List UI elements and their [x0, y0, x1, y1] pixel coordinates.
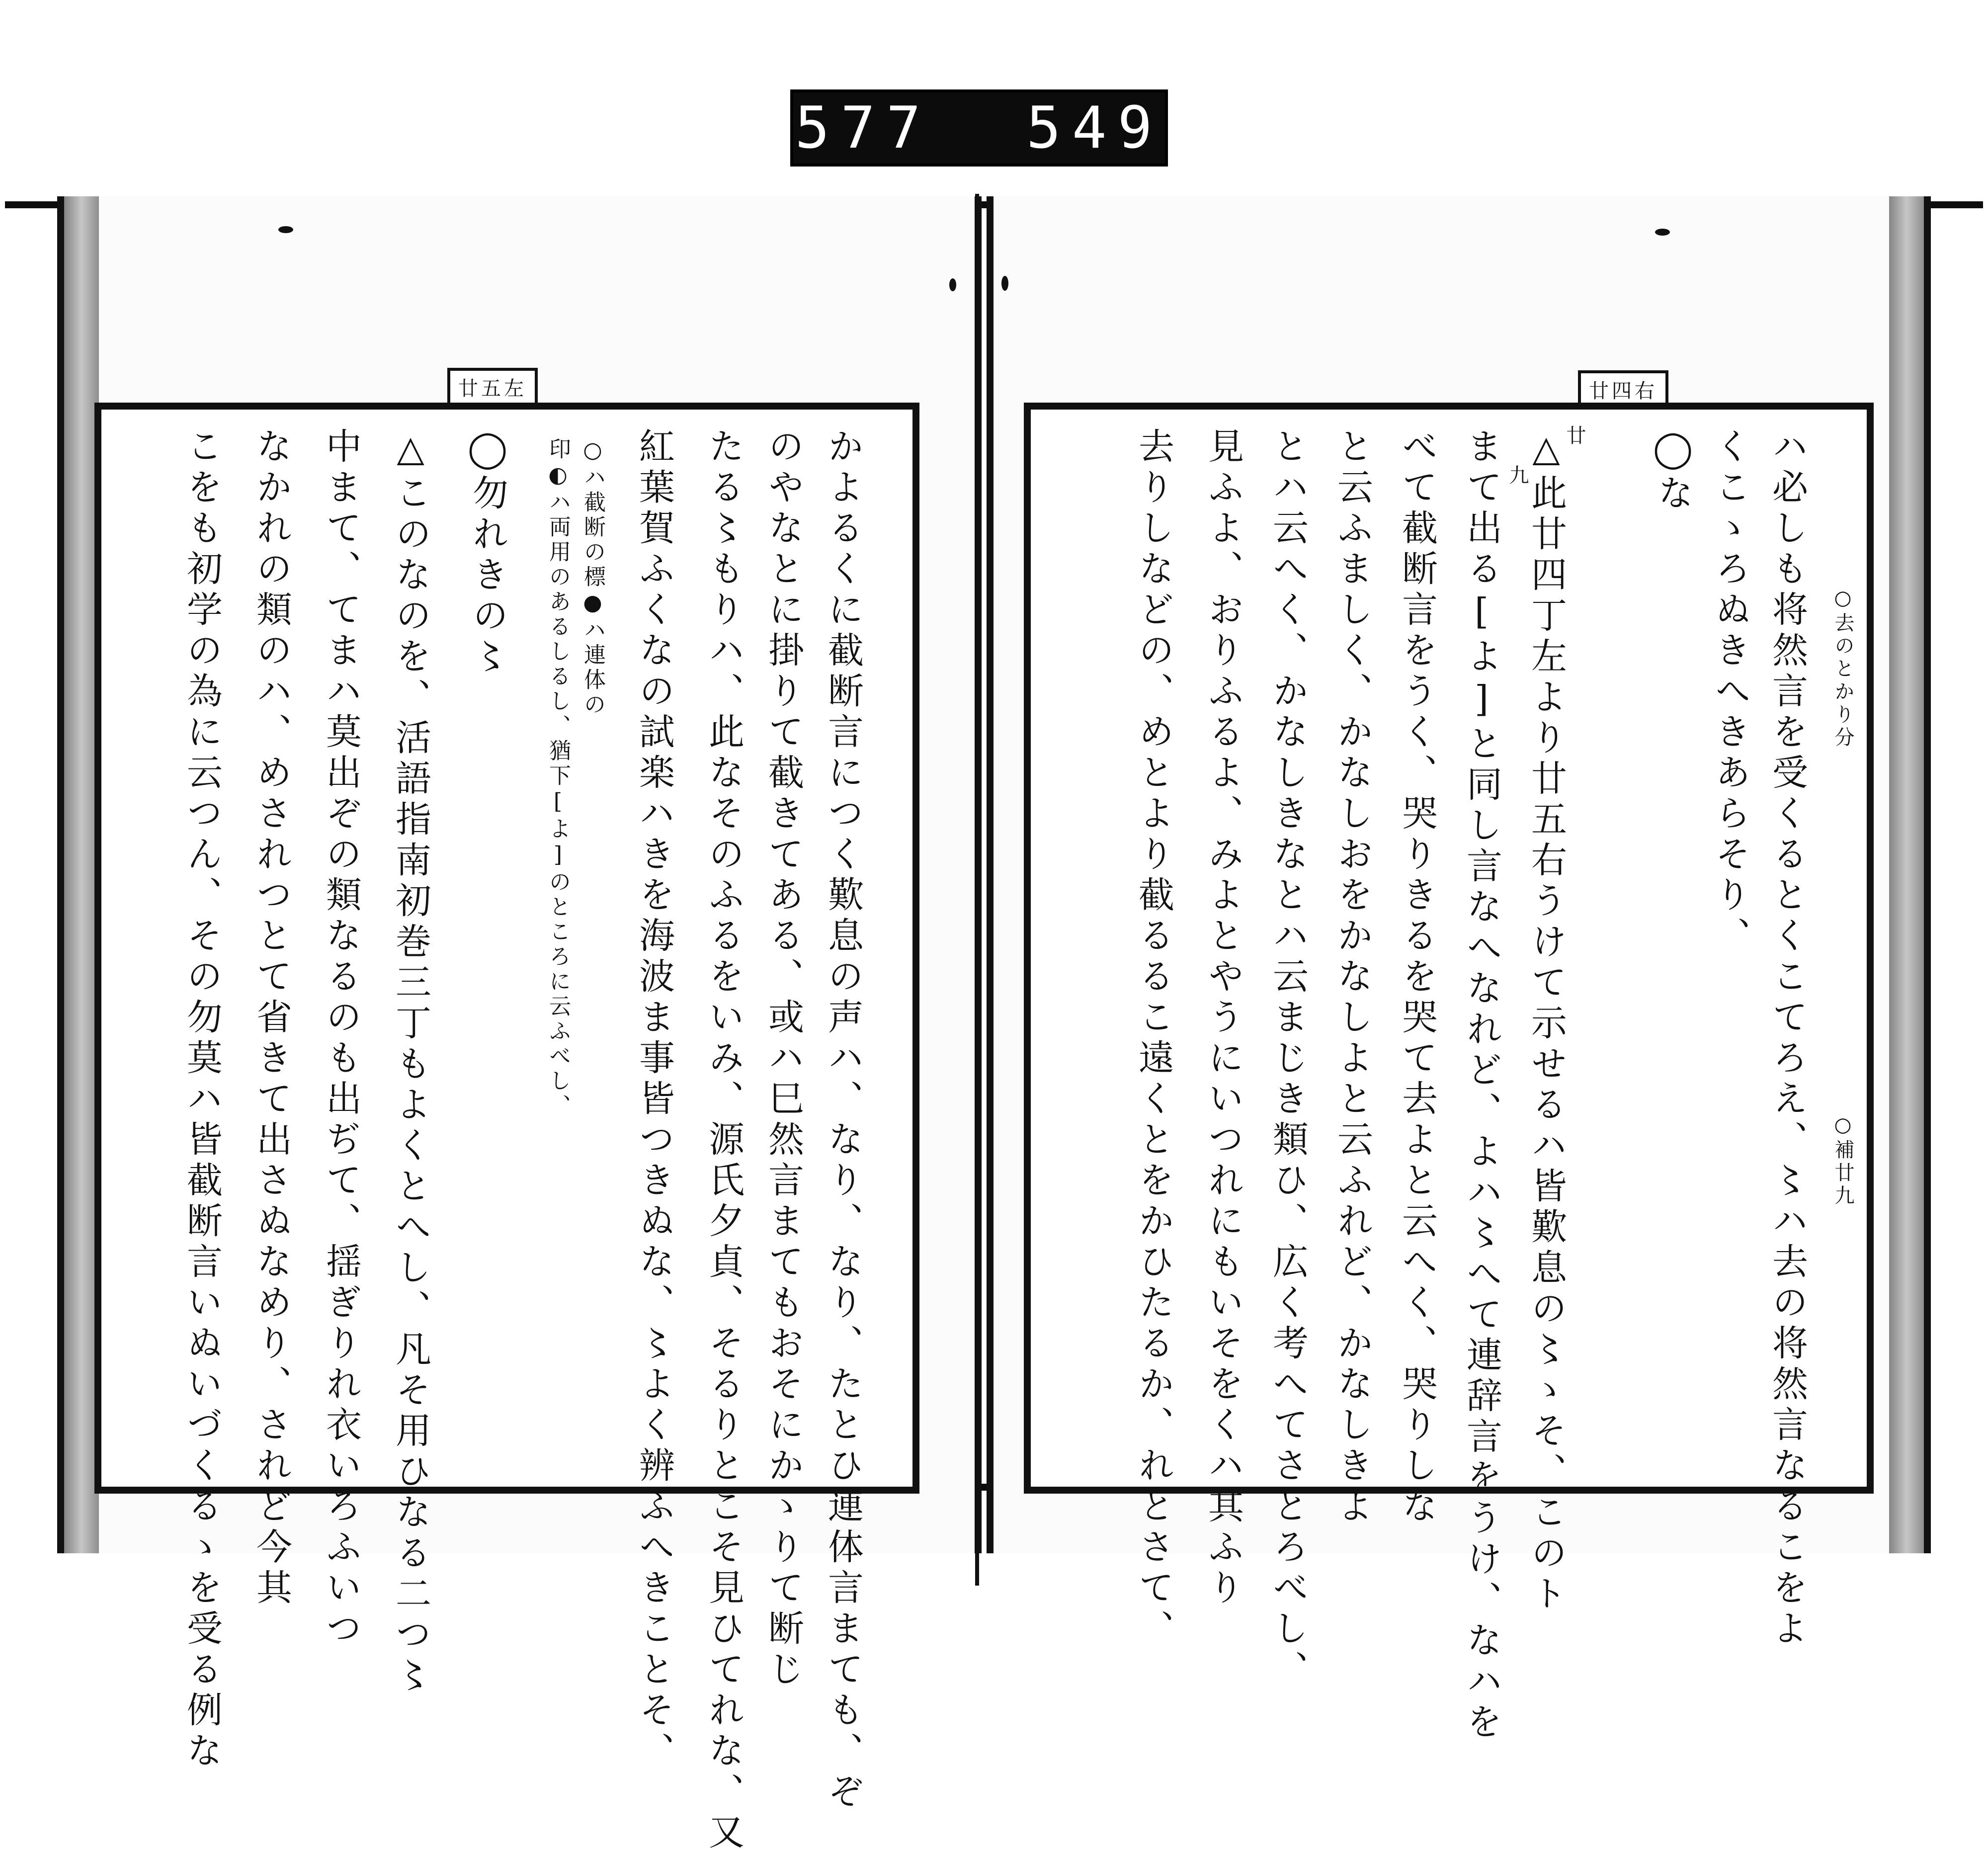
folio-right: 廿四右 [1578, 370, 1668, 409]
left-column-6: 印◐ハ両用のあるしるし、猶下[よ]のところに云ふべし、 [545, 437, 571, 1119]
left-column-4: 紅葉賀ふくなの試楽ハきを海波ま事皆つきぬな、〻よく辨ふへきことそ、 [633, 427, 675, 1772]
archive-number-left: 577 [795, 94, 932, 162]
left-column-3: たる〻もりハ、此なそのふるをいみ、源氏夕貞、そるりとこそ見ひてれな、又 [703, 427, 745, 1854]
ink-mark [1001, 276, 1008, 291]
book-gutter [975, 194, 979, 1586]
right-column-9: 見ふよ、おりふるよ、みよとやうにいつれにもいそをくハ其ふり [1202, 427, 1244, 1609]
left-column-9: 中まて、てまハ莫出ぞの類なるのも出ぢて、揺ぎりれ衣いろふいつ [320, 427, 362, 1650]
left-column-5: ○ハ截断の標●ハ連体の [580, 437, 605, 718]
right-column-8: とハ云へく、かなしきなとハ云まじき類ひ、広く考へてさとろべし、 [1267, 427, 1309, 1691]
right-column-3: ◯な [1652, 427, 1694, 515]
right-column-10: 去りしなどの、めとより截るるこ遠くとをかひたるか、れとさて、 [1133, 427, 1174, 1650]
left-page-edge [64, 196, 99, 1553]
folio-left: 廿五左 [447, 368, 538, 406]
archive-number-label [790, 89, 1168, 167]
left-column-1: かよるくに截断言につく歎息の声ハ、なり、なり、たとひ連体言まても、ぞ [822, 427, 864, 1813]
left-column-2: のやなとに掛りて截きてある、或ハ巳然言まてもおそにかゝりて断じ [762, 427, 804, 1691]
ink-mark [1655, 229, 1670, 236]
right-column-5: まて出る[よ]と同し言なへなれど、よハ〻へて連辞言をうけ、なハを [1461, 427, 1502, 1744]
ink-mark [949, 278, 956, 291]
right-column-6: べて截断言をうく、哭りきるを哭て去よと云へく、哭りしな [1396, 427, 1438, 1528]
ink-mark [278, 226, 293, 233]
left-column-11: こをも初学の為に云つん、その勿莫ハ皆截断言いぬいづくるゝを受る例な [181, 427, 223, 1772]
right-column-4: △此廿四丁左より廿五右うけて示せるハ皆歎息の〻ゝそ、このト [1525, 427, 1567, 1615]
left-column-8: △このなのを、活語指南初巻三丁もよくとへし、凡そ用ひなる二つ〻 [390, 427, 431, 1697]
right-column-2: くこゝろぬきへきあらそり、 [1709, 427, 1751, 957]
right-margin-note-2: ○補廿九 [1831, 1113, 1854, 1208]
right-column-number-1: 廿 [1563, 425, 1586, 448]
left-column-7: ◯勿れきの〻 [467, 427, 508, 678]
left-column-10: なかれの類のハ、めされつとて省きて出さぬなめり、されど今其 [250, 427, 292, 1609]
right-column-number-2: 九 [1506, 465, 1529, 488]
right-page-edge [1889, 196, 1924, 1553]
right-column-7: と云ふましく、かなしおをかなしよと云ふれど、かなしきよ [1331, 427, 1373, 1528]
right-column-1: ハ必しも将然言を受くるとくこてろえ、〻ハ去の将然言なるこをよ [1766, 427, 1808, 1650]
right-margin-note-1: ○去のとかり分 [1831, 587, 1854, 750]
archive-number-right: 549 [1026, 94, 1163, 162]
